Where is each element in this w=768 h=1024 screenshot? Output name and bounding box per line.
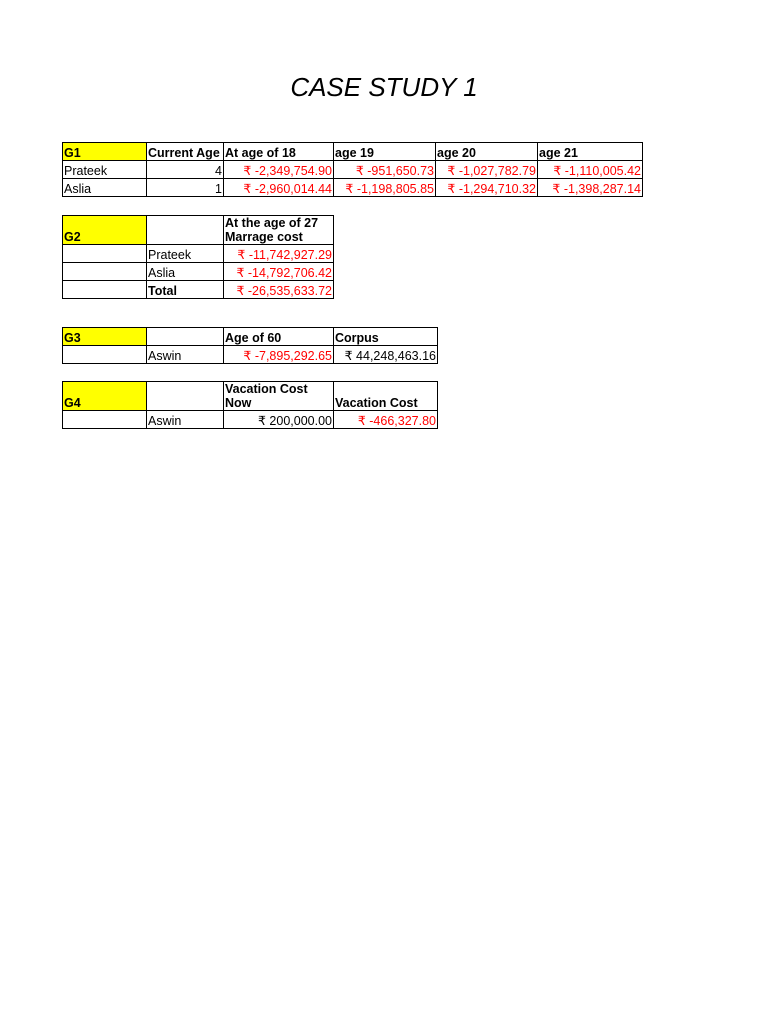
g4-empty-cell[interactable]: [147, 382, 224, 411]
g2-total-value[interactable]: ₹ -26,535,633.72: [224, 281, 334, 299]
g1-header-row: [63, 143, 643, 161]
g2-row-value[interactable]: ₹ -11,742,927.29: [224, 245, 334, 263]
g1-row-age-21[interactable]: ₹ -1,110,005.42: [538, 161, 643, 179]
table-row: [63, 161, 643, 179]
g2-header-line2: Marrage cost: [225, 230, 303, 244]
g1-row-age-20[interactable]: ₹ -1,027,782.79: [436, 161, 538, 179]
g1-row-current-age[interactable]: 1: [147, 179, 224, 197]
g4-header-vacation-cost[interactable]: Vacation Cost: [334, 382, 438, 411]
g2-total-label[interactable]: Total: [147, 281, 224, 299]
g1-row-current-age[interactable]: 4: [147, 161, 224, 179]
g1-row-name[interactable]: Aslia: [63, 179, 147, 197]
g3-header-row: [63, 328, 438, 346]
table-row: [63, 411, 438, 429]
g4-row-name[interactable]: Aswin: [147, 411, 224, 429]
g1-label[interactable]: G1: [63, 143, 147, 161]
g1-table: [62, 142, 643, 197]
g1-header-age-21[interactable]: age 21: [538, 143, 643, 161]
g2-row-value[interactable]: ₹ -14,792,706.42: [224, 263, 334, 281]
empty-cell[interactable]: [63, 346, 147, 364]
g2-label[interactable]: G2: [63, 216, 147, 245]
g1-row-age-20[interactable]: ₹ -1,294,710.32: [436, 179, 538, 197]
g3-row-name[interactable]: Aswin: [147, 346, 224, 364]
g1-row-age-21[interactable]: ₹ -1,398,287.14: [538, 179, 643, 197]
table-row: [63, 179, 643, 197]
g4-table: [62, 381, 438, 429]
g2-header-row: [63, 216, 334, 245]
g1-header-age-19[interactable]: age 19: [334, 143, 436, 161]
g3-row-corpus[interactable]: ₹ 44,248,463.16: [334, 346, 438, 364]
g1-header-current-age[interactable]: Current Age: [147, 143, 224, 161]
table-row: [63, 281, 334, 299]
g3-label[interactable]: G3: [63, 328, 147, 346]
table-row: [63, 263, 334, 281]
g4-row-cost[interactable]: ₹ -466,327.80: [334, 411, 438, 429]
g4-header1-line2: Now: [225, 396, 252, 410]
empty-cell[interactable]: [63, 263, 147, 281]
page-title: CASE STUDY 1: [290, 72, 478, 102]
g4-header1-line1: Vacation Cost: [225, 382, 308, 396]
g2-row-name[interactable]: Prateek: [147, 245, 224, 263]
g2-row-name[interactable]: Aslia: [147, 263, 224, 281]
empty-cell[interactable]: [63, 245, 147, 263]
g3-empty-cell[interactable]: [147, 328, 224, 346]
g2-header-marriage-cost[interactable]: [224, 216, 334, 245]
table-row: [63, 346, 438, 364]
empty-cell[interactable]: [63, 281, 147, 299]
table-row: [63, 245, 334, 263]
g4-label[interactable]: G4: [63, 382, 147, 411]
g4-row-cost-now[interactable]: ₹ 200,000.00: [224, 411, 334, 429]
g2-empty-cell[interactable]: [147, 216, 224, 245]
g1-row-age-19[interactable]: ₹ -951,650.73: [334, 161, 436, 179]
g1-row-age-18[interactable]: ₹ -2,349,754.90: [224, 161, 334, 179]
empty-cell[interactable]: [63, 411, 147, 429]
g1-row-age-18[interactable]: ₹ -2,960,014.44: [224, 179, 334, 197]
g4-header-vacation-cost-now[interactable]: [224, 382, 334, 411]
g1-header-age-18[interactable]: At age of 18: [224, 143, 334, 161]
g2-table: [62, 215, 334, 299]
g1-header-age-20[interactable]: age 20: [436, 143, 538, 161]
g3-header-age-60[interactable]: Age of 60: [224, 328, 334, 346]
g2-header-line1: At the age of 27: [225, 216, 319, 230]
g1-row-age-19[interactable]: ₹ -1,198,805.85: [334, 179, 436, 197]
g3-row-age-60[interactable]: ₹ -7,895,292.65: [224, 346, 334, 364]
g3-table: [62, 327, 438, 364]
g4-header-row: [63, 382, 438, 411]
g3-header-corpus[interactable]: Corpus: [334, 328, 438, 346]
g1-row-name[interactable]: Prateek: [63, 161, 147, 179]
